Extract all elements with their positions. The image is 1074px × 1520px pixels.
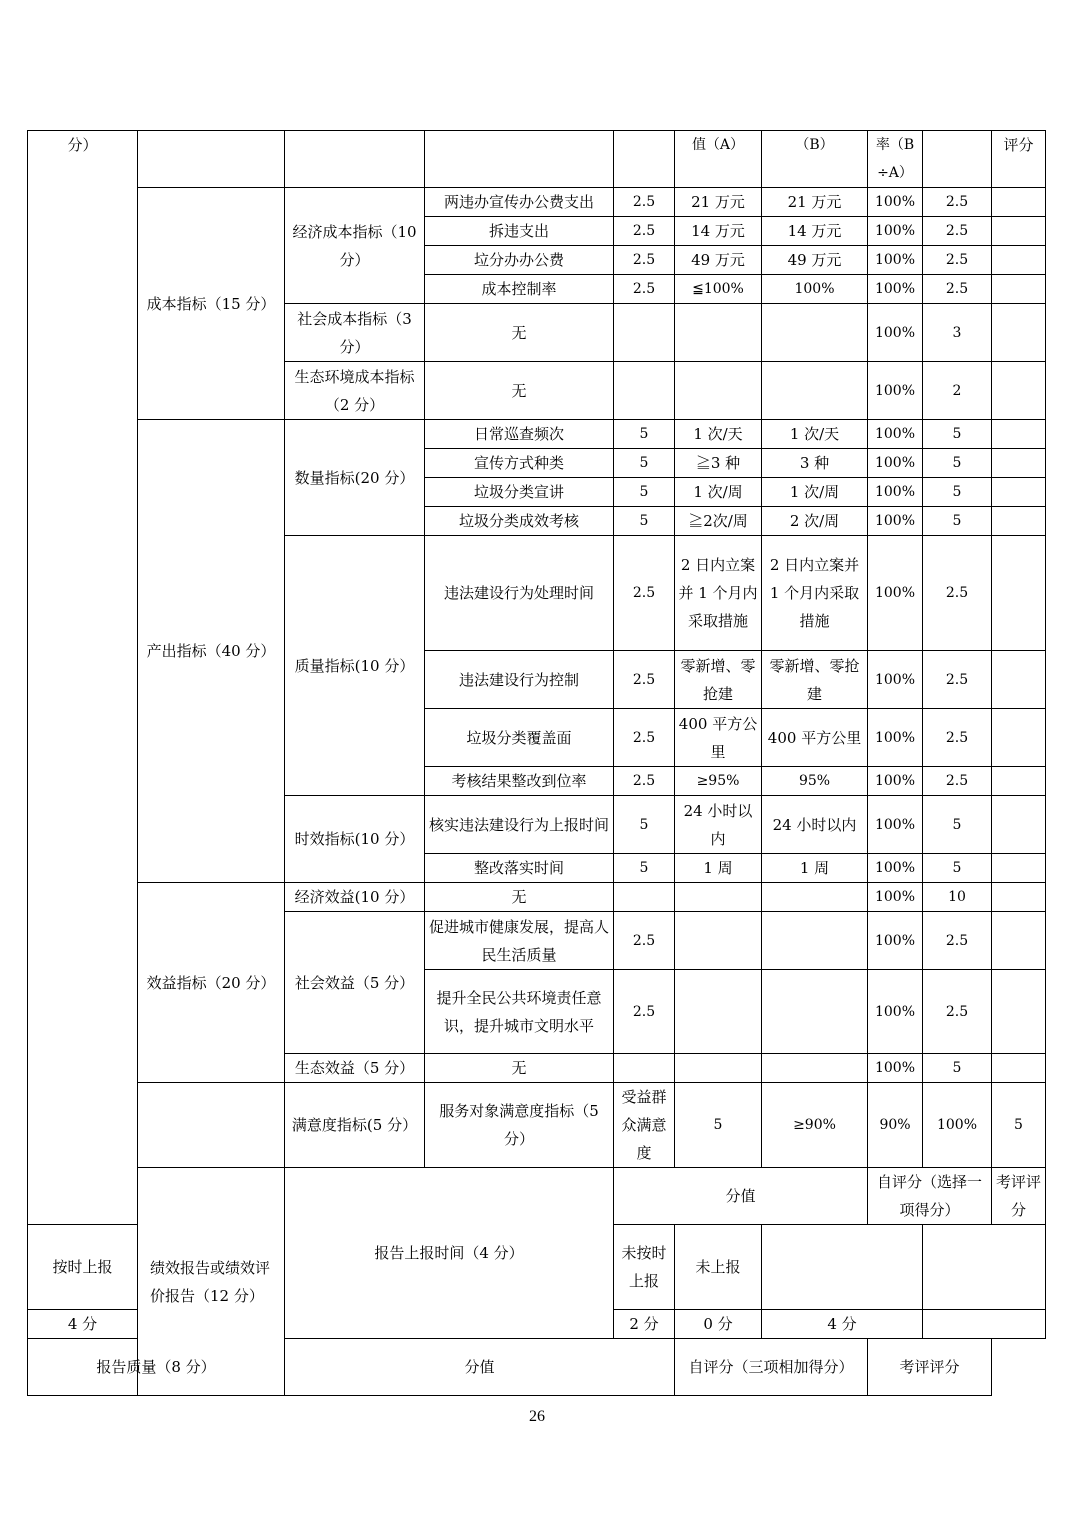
economic-benefit-label: 经济效益(10 分） [285,883,425,912]
self-score-cell: 2.5 [923,188,992,217]
target-cell [675,1054,762,1083]
indicator-name: 垃圾分类覆盖面 [425,709,614,767]
actual-cell: 21 万元 [762,188,868,217]
review-score-header: 考评评分 [868,1339,992,1396]
indicator-name: 违法建设行为控制 [425,651,614,709]
self-score-cell: 2.5 [923,709,992,767]
weight-cell: 2.5 [614,970,675,1054]
actual-cell: 90% [868,1083,923,1168]
actual-cell: 3 种 [762,449,868,478]
rate-cell: 100% [868,767,923,796]
target-cell [675,970,762,1054]
actual-cell [762,970,868,1054]
rate-cell: 100% [868,1054,923,1083]
self-score-cell: 4 分 [762,1310,923,1339]
empty-cell [614,131,675,188]
service-satisfaction-label: 服务对象满意度指标（5 分） [425,1083,614,1168]
rate-cell: 100% [923,1083,992,1168]
rate-cell: 100% [868,304,923,362]
target-cell: 1 周 [675,854,762,883]
weight-cell [614,362,675,420]
indicator-name: 垃圾分类宣讲 [425,478,614,507]
self-score-cell: 5 [923,796,992,854]
actual-cell: 1 次/周 [762,478,868,507]
weight-cell: 5 [675,1083,762,1168]
weight-cell: 2.5 [614,246,675,275]
weight-cell: 5 [614,478,675,507]
indicator-name: 拆违支出 [425,217,614,246]
table-header-row [28,131,1046,188]
indicator-name: 成本控制率 [425,275,614,304]
self-score-cell: 5 [923,854,992,883]
satisfaction-indicator-label: 满意度指标(5 分） [285,1083,425,1168]
indicator-name: 核实违法建设行为上报时间 [425,796,614,854]
weight-cell: 2.5 [614,275,675,304]
weight-cell: 2.5 [614,217,675,246]
actual-cell: 95% [762,767,868,796]
rate-cell: 100% [868,188,923,217]
target-cell: 2 日内立案并 1 个月内采取措施 [675,536,762,651]
actual-cell [762,883,868,912]
rate-cell: 100% [868,854,923,883]
rate-cell: 100% [868,912,923,970]
option-late: 未按时上报 [614,1225,675,1310]
indicator-name: 违法建设行为处理时间 [425,536,614,651]
rate-cell: 100% [868,449,923,478]
actual-cell [762,304,868,362]
rate-cell: 100% [868,796,923,854]
review-score-cell [992,912,1046,970]
indicator-name: 考核结果整改到位率 [425,767,614,796]
rate-cell: 100% [868,478,923,507]
report-timing-label: 报告上报时间（4 分） [285,1168,614,1339]
self-score-cell: 2.5 [923,217,992,246]
rate-cell: 100% [868,275,923,304]
economic-cost-label: 经济成本指标（10 分） [285,188,425,304]
indicator-name: 两违办宣传办公费支出 [425,188,614,217]
empty-cell [138,1083,285,1168]
weight-cell: 2.5 [614,912,675,970]
performance-indicator-table [27,130,1046,1396]
indicator-name: 无 [425,1054,614,1083]
self-score-cell: 2 [923,362,992,420]
review-score-cell [992,709,1046,767]
weight-cell: 5 [614,854,675,883]
social-benefit-label: 社会效益（5 分） [285,912,425,1054]
target-cell: 1 次/周 [675,478,762,507]
target-cell: ≥90% [762,1083,868,1168]
actual-cell: 400 平方公里 [762,709,868,767]
review-score-cell [992,420,1046,449]
weight-cell: 2.5 [614,709,675,767]
rate-cell: 100% [868,883,923,912]
social-cost-label: 社会成本指标（3 分） [285,304,425,362]
actual-cell: 100% [762,275,868,304]
benefit-indicator-label: 效益指标（20 分） [138,883,285,1083]
review-score-cell [992,796,1046,854]
target-cell: 1 次/天 [675,420,762,449]
review-score-cell [992,767,1046,796]
self-score-header: 自评分（三项相加得分） [675,1339,868,1396]
table-row [28,1168,1046,1225]
actual-cell: 2 日内立案并 1 个月内采取措施 [762,536,868,651]
table-row [28,1339,1046,1396]
actual-value-header: （B） [762,131,868,188]
review-score-cell [992,970,1046,1054]
review-score-cell [992,536,1046,651]
empty-cell [138,131,285,188]
actual-cell: 1 次/天 [762,420,868,449]
target-cell: 零新增、零抢建 [675,651,762,709]
indicator-name: 无 [425,304,614,362]
weight-cell [614,1054,675,1083]
table-row [28,188,1046,217]
option-score-on-time: 4 分 [28,1310,138,1339]
review-score-cell [992,217,1046,246]
review-score-cell [923,1225,1046,1310]
indicator-name: 整改落实时间 [425,854,614,883]
self-score-cell: 2.5 [923,912,992,970]
quality-indicator-label: 质量指标(10 分） [285,536,425,796]
value-header: 分值 [285,1339,675,1396]
target-cell: ≧2次/周 [675,507,762,536]
output-indicator-label: 产出指标（40 分） [138,420,285,883]
option-score-late: 2 分 [614,1310,675,1339]
option-not-reported: 未上报 [675,1225,762,1310]
empty-cell [425,131,614,188]
actual-cell [762,1054,868,1083]
value-header: 分值 [614,1168,868,1225]
self-score-cell: 5 [923,507,992,536]
self-score-cell: 2.5 [923,246,992,275]
empty-cell [923,131,992,188]
self-score-cell: 3 [923,304,992,362]
indicator-name: 垃圾分类成效考核 [425,507,614,536]
review-score-header: 考评评分 [992,1168,1046,1225]
self-score-cell: 5 [992,1083,1046,1168]
weight-cell: 2.5 [614,651,675,709]
target-cell: 24 小时以内 [675,796,762,854]
report-quality-label: 报告质量（8 分） [28,1339,285,1396]
review-score-cell [992,507,1046,536]
target-value-header: 值（A） [675,131,762,188]
self-score-cell: 2.5 [923,970,992,1054]
self-score-cell: 2.5 [923,536,992,651]
indicator-name: 宣传方式种类 [425,449,614,478]
indicator-name: 无 [425,362,614,420]
rate-cell: 100% [868,507,923,536]
option-score-not-reported: 0 分 [675,1310,762,1339]
weight-cell [614,883,675,912]
weight-cell: 5 [614,796,675,854]
review-score-cell [992,651,1046,709]
rate-cell: 100% [868,246,923,275]
rate-cell: 100% [868,970,923,1054]
self-score-cell: 5 [923,420,992,449]
actual-cell: 2 次/周 [762,507,868,536]
weight-cell: 2.5 [614,188,675,217]
review-score-cell [992,275,1046,304]
self-score-cell: 2.5 [923,767,992,796]
review-score-cell [992,1054,1046,1083]
eco-benefit-label: 生态效益（5 分） [285,1054,425,1083]
rate-cell: 100% [868,217,923,246]
actual-cell [762,912,868,970]
weight-cell: 5 [614,420,675,449]
weight-cell [614,304,675,362]
review-score-cell [992,854,1046,883]
report-section-label: 绩效报告或绩效评价报告（12 分） [138,1168,285,1396]
review-score-cell [992,246,1046,275]
self-score-cell: 10 [923,883,992,912]
self-score-cell: 2.5 [923,651,992,709]
timeliness-indicator-label: 时效指标(10 分） [285,796,425,883]
review-score-cell [992,883,1046,912]
target-cell: 21 万元 [675,188,762,217]
option-on-time: 按时上报 [28,1225,138,1310]
indicator-name: 促进城市健康发展，提高人民生活质量 [425,912,614,970]
self-score-cell [762,1225,923,1310]
actual-cell: 49 万元 [762,246,868,275]
self-score-cell: 5 [923,449,992,478]
target-cell [675,912,762,970]
review-score-header: 评分 [992,131,1046,188]
cost-indicator-label: 成本指标（15 分） [138,188,285,420]
section-label-cell: 分） [28,131,138,1225]
weight-cell: 2.5 [614,767,675,796]
quantity-indicator-label: 数量指标(20 分） [285,420,425,536]
indicator-name: 日常巡查频次 [425,420,614,449]
actual-cell [762,362,868,420]
eco-cost-label: 生态环境成本指标（2 分） [285,362,425,420]
target-cell: 400 平方公里 [675,709,762,767]
weight-cell: 5 [614,449,675,478]
indicator-name: 提升全民公共环境责任意识，提升城市文明水平 [425,970,614,1054]
actual-cell: 14 万元 [762,217,868,246]
review-score-cell [992,449,1046,478]
review-score-cell [992,362,1046,420]
review-score-cell [992,304,1046,362]
rate-cell: 100% [868,362,923,420]
target-cell: ≧3 种 [675,449,762,478]
target-cell: 49 万元 [675,246,762,275]
rate-cell: 100% [868,709,923,767]
self-score-header: 自评分（选择一项得分） [868,1168,992,1225]
target-cell [675,883,762,912]
table-row [28,883,1046,912]
review-score-cell [992,478,1046,507]
self-score-cell: 2.5 [923,275,992,304]
target-cell: ≦100% [675,275,762,304]
target-cell: ≥95% [675,767,762,796]
weight-cell: 5 [614,507,675,536]
empty-cell [285,131,425,188]
rate-cell: 100% [868,536,923,651]
table-row [28,1083,1046,1168]
indicator-name: 受益群众满意度 [614,1083,675,1168]
table-row [28,420,1046,449]
indicator-name: 无 [425,883,614,912]
target-cell: 14 万元 [675,217,762,246]
rate-cell: 100% [868,420,923,449]
target-cell [675,304,762,362]
actual-cell: 零新增、零抢建 [762,651,868,709]
page-number: 26 [529,1408,545,1425]
actual-cell: 1 周 [762,854,868,883]
weight-cell: 2.5 [614,536,675,651]
rate-cell: 100% [868,651,923,709]
rate-header: 率（B÷A） [868,131,923,188]
target-cell [675,362,762,420]
actual-cell: 24 小时以内 [762,796,868,854]
self-score-cell: 5 [923,1054,992,1083]
indicator-name: 垃分办办公费 [425,246,614,275]
review-score-cell [992,188,1046,217]
review-score-cell [923,1310,1046,1339]
self-score-cell: 5 [923,478,992,507]
